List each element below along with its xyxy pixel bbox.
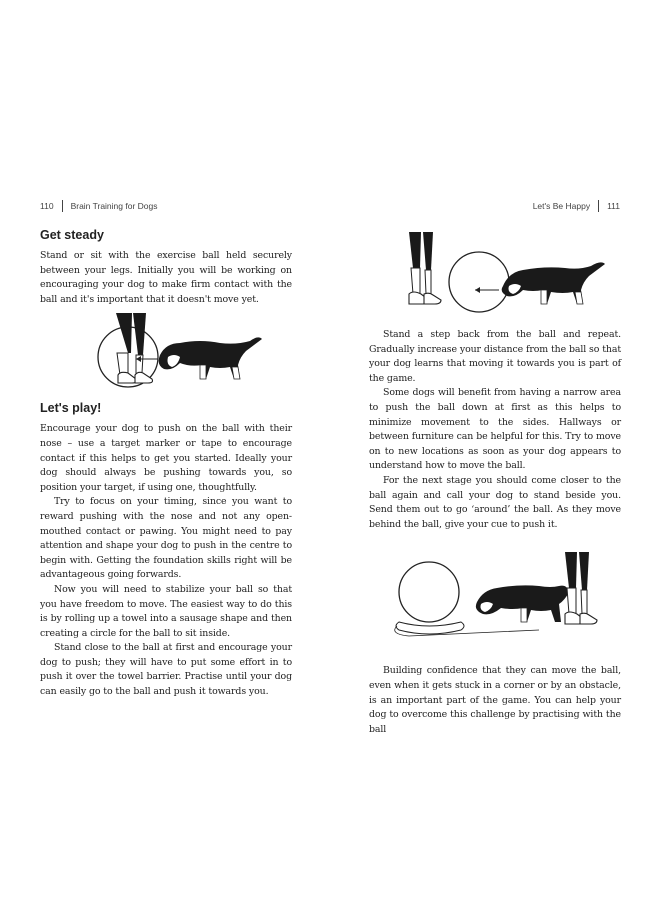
chapter-title: Let's Be Happy: [532, 201, 591, 211]
paragraph: Some dogs will benefit from having a narrow area to push the ball down at first as this helps to minimize movement to the sides. Hallways or between furniture can be helpful for this. Try to move on to new locations as soon as your dog appears to understand how to move the ball.: [369, 387, 621, 472]
book-title: Brain Training for Dogs: [70, 201, 158, 211]
paragraph: Building confidence that they can move the ball, even when it gets stuck in a corner or by an obstacle, is an important part of the game. You can help your dog to overcome this challenge by practising with the ball: [369, 665, 621, 735]
paragraph: Stand a step back from the ball and repeat. Gradually increase your distance from the ball so that your dog learns that moving it towards you is part of the game.: [369, 329, 621, 384]
left-page-number: 110: [40, 201, 54, 211]
paragraph: Stand close to the ball at first and encourage your dog to push; they will have to put some effort in to push it over the towel barrier. Practise until your dog can easily go to the ball and push it towards you.: [40, 642, 292, 698]
right-running-header: [533, 200, 620, 212]
illustration-dog-pushing-ball-held-between-legs: [40, 313, 292, 395]
paragraph: Try to focus on your timing, since you want to reward pushing with the nose and not any open-mouthed contact or pawing. You might need to pay attention and shape your dog to push in the centre to begin with. Getting the foundation skills right will be advantageous going forwards.: [40, 496, 292, 581]
header-divider: [598, 200, 599, 212]
header-divider: [62, 200, 63, 212]
left-page: [40, 228, 292, 700]
paragraph: For the next stage you should come closer to the ball again and call your dog to stand beside you. Send them out to go ‘around’ the ball. As they move behind the ball, give your cue to push it.: [369, 474, 621, 530]
paragraph: Encourage your dog to push on the ball with their nose – use a target marker or tape to encourage contact if this helps to get you started. Ideally your dog should always be pushing towards you, so position your target, if using one, thoughtfully.: [40, 423, 292, 493]
illustration-dog-going-around-ball: [369, 552, 621, 644]
right-page: [369, 228, 621, 737]
paragraph: Stand or sit with the exercise ball held securely between your legs. Initially you will be working on encouraging your dog to make firm contact with the ball and it's important that it doesn't move yet.: [40, 250, 292, 305]
right-page-number: 111: [607, 201, 620, 211]
section-heading-get-steady: Get steady: [40, 228, 104, 242]
left-running-header: [40, 200, 158, 212]
illustration-dog-pushing-ball-towards-person: [369, 232, 621, 322]
section-heading-lets-play: Let's play!: [40, 401, 102, 416]
paragraph: Now you will need to stabilize your ball so that you have freedom to move. The easiest way to do this is by rolling up a towel into a sausage shape and then creating a circle for the ball to sit inside.: [40, 583, 292, 639]
